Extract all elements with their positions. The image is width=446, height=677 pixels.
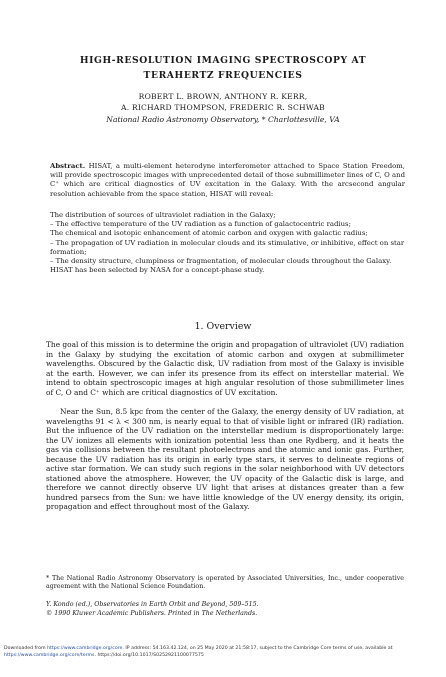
authors-line1: ROBERT L. BROWN, ANTHONY R. KERR,	[138, 92, 308, 101]
authors-line2: A. RICHARD THOMPSON, FREDERIC R. SCHWAB	[121, 103, 325, 112]
paragraph-1: The goal of this mission is to determine the origin and propagation of ultraviolet (UV) radiation in the Galaxy by studying the excitation of atomic carbon and oxygen at submillimeter wavelengths. Obscured by the Galactic disk, UV radiation from most of the Galaxy is invisible at the earth. However, we can infer its presence from its effect on interstellar material. We intend to obtain spectroscopic images at high angular resolution of those submillimeter lines of C, O and C⁺ which are critical diagnostics of UV excitation.	[46, 340, 404, 397]
paper-title-line1: HIGH-RESOLUTION IMAGING SPECTROSCOPY AT	[79, 55, 367, 66]
paragraph-2: Near the Sun, 8.5 kpc from the center of the Galaxy, the energy density of UV radiation, at wavelengths 91 < λ < 300 nm, is nearly equal to that of visible light or infrared (IR) radiation. But the influence of the UV radiation on the interstellar medium is disproportionately large: the UV ionizes all elements with ionization potential less than one Rydberg, and it heats the gas via collisions between the resultant photoelectrons and the atomic and ionic gas. Further, because the UV radiation has its origin in early type stars, it serves to delineate regions of active star formation. We can study such regions in the solar neighborhood with UV detectors stationed above the atmosphere. However, the UV opacity of the Galactic disk is large, and therefore we cannot directly observe UV light that arises at distances greater than a few hundred parsecs from the Sun: we have little knowledge of the UV energy density, its origin, propagation and effect throughout most of the Galaxy.	[46, 407, 404, 511]
abstract-item: – The propagation of UV radiation in molecular clouds and its stimulative, or inhibitive, effect on star formation;	[50, 238, 405, 256]
credit-line-2: © 1990 Kluwer Academic Publishers. Printed in The Netherlands.	[46, 610, 258, 617]
abstract-label: Abstract.	[50, 162, 86, 170]
abstract-item: The chemical and isotopic enhancement of atomic carbon and oxygen with galactic radius;	[50, 229, 368, 238]
affiliation: National Radio Astronomy Observatory, * Charlottesville, VA	[106, 115, 340, 124]
footnote: * The National Radio Astronomy Observatory is operated by Associated Universities, Inc., under cooperative agreement with the National Science Foundation.	[46, 575, 404, 591]
terms-link[interactable]: https://www.cambridge.org/core/terms	[4, 653, 95, 658]
credit-line-1: Y. Kondo (ed.), Observatories in Earth Orbit and Beyond, 509–515.	[46, 601, 259, 608]
paper-title-line2: TERAHERTZ FREQUENCIES	[143, 70, 303, 81]
download-middle: . IP address: 54.163.42.124, on 25 May 2020 at 21:58:17, subject to the Cambridge Core terms of use, available at	[122, 646, 393, 651]
abstract-item: The distribution of sources of ultraviolet radiation in the Galaxy;	[50, 211, 276, 219]
download-prefix: Downloaded from	[4, 646, 46, 651]
abstract-item: – The effective temperature of the UV radiation as a function of galactocentric radius;	[50, 220, 351, 229]
abstract-text: HISAT, a multi-element heterodyne interferometer attached to Space Station Freedom, will provide spectroscopic images with unprecedented detail of those submillimeter lines of C, O and C⁺ which are critical diagnostics of UV excitation in the Galaxy. With the arcsecond angular resolution achievable from the space station, HISAT will reveal:	[50, 162, 405, 198]
download-link[interactable]: https://www.cambridge.org/core	[47, 646, 123, 651]
download-notice	[4, 645, 444, 659]
doi-link[interactable]: . https://doi.org/10.1017/S0252921100077575	[94, 653, 204, 658]
abstract-list	[50, 211, 405, 275]
section-heading: 1. Overview	[194, 321, 252, 332]
abstract-item: – The density structure, clumpiness or fragmentation, of molecular clouds throughout the Galaxy. HISAT has been selected by NASA for a concept-phase study.	[50, 257, 392, 275]
publication-credit	[46, 600, 404, 618]
abstract	[50, 162, 405, 199]
